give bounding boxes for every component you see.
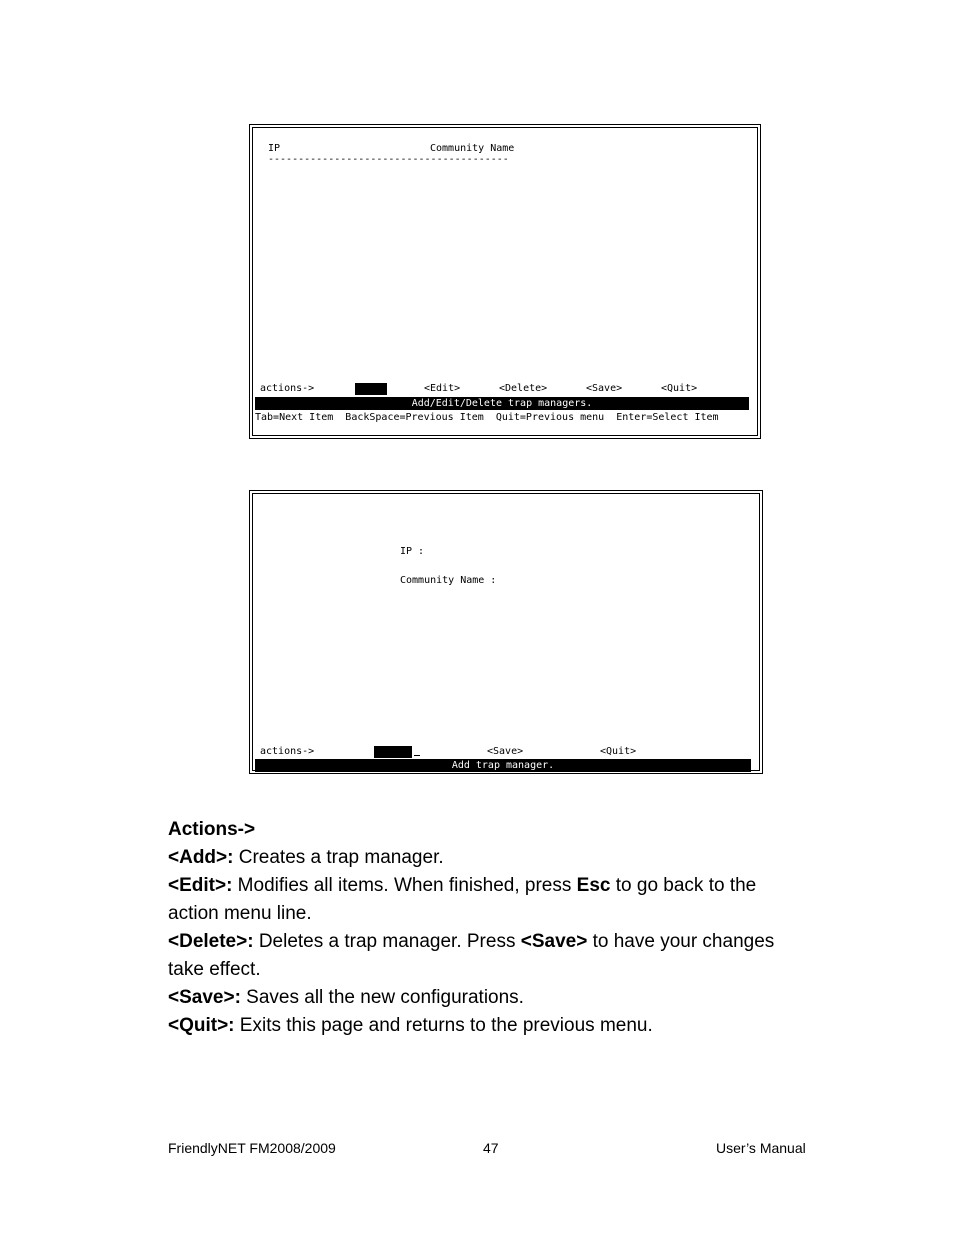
quit-button[interactable]: <Quit> — [600, 746, 637, 757]
delete-button[interactable]: <Delete> — [499, 383, 548, 394]
ip-field-label: IP : — [400, 546, 425, 557]
actions-heading: Actions-> — [168, 819, 256, 840]
page-number: 47 — [483, 1140, 499, 1156]
footer-product: FriendlyNET FM2008/2009 — [168, 1140, 336, 1156]
status-bar: Add trap manager. — [255, 759, 751, 772]
community-name-column-header: Community Name — [430, 143, 515, 154]
edit-button[interactable]: <Edit> — [375, 746, 412, 757]
status-bar: Add/Edit/Delete trap managers. — [255, 397, 749, 410]
actions-label: actions-> — [260, 746, 315, 757]
edit-description: <Edit>: Modifies all items. When finished, press Esc to go back to the action menu line. — [168, 875, 757, 924]
trap-manager-list-screen — [249, 124, 761, 439]
save-description: <Save>: Saves all the new configurations. — [168, 987, 524, 1008]
header-separator: ---------------------------------------- — [268, 154, 509, 165]
ip-column-header: IP — [268, 143, 281, 154]
save-button[interactable]: <Save> — [487, 746, 524, 757]
footer-manual: User’s Manual — [716, 1140, 806, 1156]
delete-description: <Delete>: Deletes a trap manager. Press <Save> to have your changes take effect. — [168, 931, 775, 980]
cursor — [414, 746, 420, 760]
actions-description — [168, 816, 808, 1040]
actions-label: actions-> — [260, 383, 315, 394]
edit-button[interactable]: <Edit> — [424, 383, 461, 394]
help-line: Tab=Next Item BackSpace=Previous Item Quit=Previous menu Enter=Select Item — [255, 412, 719, 423]
add-description: <Add>: Creates a trap manager. — [168, 847, 444, 868]
community-name-field-label: Community Name : — [400, 575, 497, 586]
add-button[interactable]: <Add> — [356, 383, 387, 394]
save-button[interactable]: <Save> — [586, 383, 623, 394]
quit-button[interactable]: <Quit> — [661, 383, 698, 394]
quit-description: <Quit>: Exits this page and returns to the previous menu. — [168, 1015, 653, 1036]
add-trap-manager-screen — [249, 490, 763, 774]
